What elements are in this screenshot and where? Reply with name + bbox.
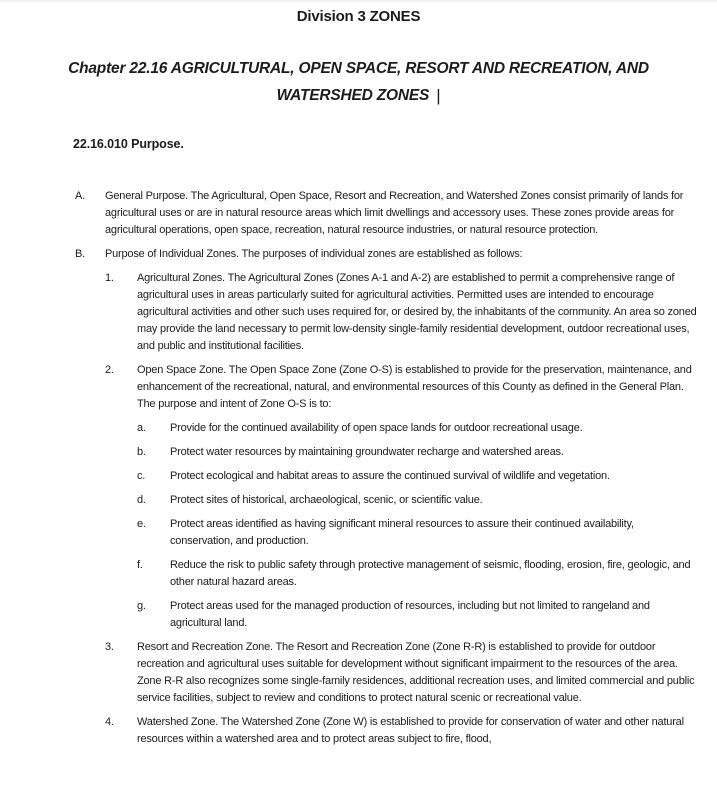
outline [0,188,717,748]
chapter-title-line2: WATERSHED ZONES [276,87,430,104]
document-page[interactable] [0,7,717,809]
item-label: e. [137,518,146,530]
item-text: Watershed Zone. The Watershed Zone (Zone W) is established to provide for conservation of water and other natural resources within a watershed area and to protect areas subject to fire, flood, [137,716,684,745]
item-text: Protect ecological and habitat areas to assure the continued survival of wildlife and vegetation. [170,470,610,482]
outline-item-2e [0,516,717,550]
text-cursor: | [436,86,441,105]
chapter-title-line1: Chapter 22.16 AGRICULTURAL, OPEN SPACE, RESORT AND RECREATION, AND [68,60,649,77]
outline-item-1 [0,270,717,355]
outline-item-2c [0,468,717,485]
outline-item-2a [0,420,717,437]
chapter-title [0,56,717,109]
outline-item-2 [0,362,717,413]
item-text: Reduce the risk to public safety through protective management of seismic, flooding, erosion, fire, geologic, and other natural hazard areas. [170,559,691,588]
item-label: d. [137,494,146,506]
item-text: Purpose of Individual Zones. The purposes of individual zones are established as follows: [105,248,523,260]
item-text: General Purpose. The Agricultural, Open Space, Resort and Recreation, and Watershed Zones consist primarily of lands for agricultural uses or are in natural resource areas which limit dwellings and accessory uses. These zones provide areas for agricultural operations, open space, recreation, natural resource industries, or natural resource protection. [105,190,684,236]
outline-item-A [0,188,717,239]
item-text: Protect water resources by maintaining groundwater recharge and watershed areas. [170,446,564,458]
outline-item-2g [0,598,717,632]
outline-item-3 [0,639,717,707]
outline-item-4 [0,714,717,748]
item-text: Provide for the continued availability of open space lands for outdoor recreational usage. [170,422,583,434]
item-label: g. [137,600,146,612]
item-label: 3. [105,641,114,653]
outline-item-2b [0,444,717,461]
item-text: Protect areas identified as having significant mineral resources to assure their continued availability, conservation, and production. [170,518,634,547]
outline-item-2d [0,492,717,509]
item-text: Protect sites of historical, archaeological, scenic, or scientific value. [170,494,483,506]
item-label: a. [137,422,146,434]
item-label: b. [137,446,146,458]
item-label: c. [137,470,146,482]
outline-item-2f [0,557,717,591]
item-text: Protect areas used for the managed production of resources, including but not limited to rangeland and agricultural land. [170,600,650,629]
item-label: 4. [105,716,114,728]
item-text: Agricultural Zones. The Agricultural Zones (Zones A-1 and A-2) are established to permit a comprehensive range of agricultural uses in areas particularly suited for agricultural activities. Permitted uses are intended to encourage agricultural activities and other such uses required for, or desired by, the inhabitants of the community. An area so zoned may provide the land necessary to permit low-density single-family residential development, outdoor recreational uses, and public and institutional facilities. [137,272,697,352]
item-text: Resort and Recreation Zone. The Resort and Recreation Zone (Zone R-R) is established to provide for outdoor recreation and agricultural uses suitable for development without significant impairment to the resources of the area. Zone R-R also recognizes some single-family residences, additional recreation uses, and limited commercial and public service facilities, subject to review and conditions to protect natural scenic or recreational value. [137,641,695,704]
item-label: 1. [105,272,114,284]
item-text: Open Space Zone. The Open Space Zone (Zone O-S) is established to provide for the preservation, maintenance, and enhancement of the recreational, natural, and environmental resources of this County as defined in the General Plan. The purpose and intent of Zone O-S is to: [137,364,692,410]
item-label: 2. [105,364,114,376]
division-title: Division 3 ZONES [296,8,421,25]
item-label: A. [75,190,85,202]
outline-item-B [0,246,717,263]
item-label: f. [137,559,143,571]
section-heading: 22.16.010 Purpose. [73,137,184,151]
item-label: B. [75,248,85,260]
